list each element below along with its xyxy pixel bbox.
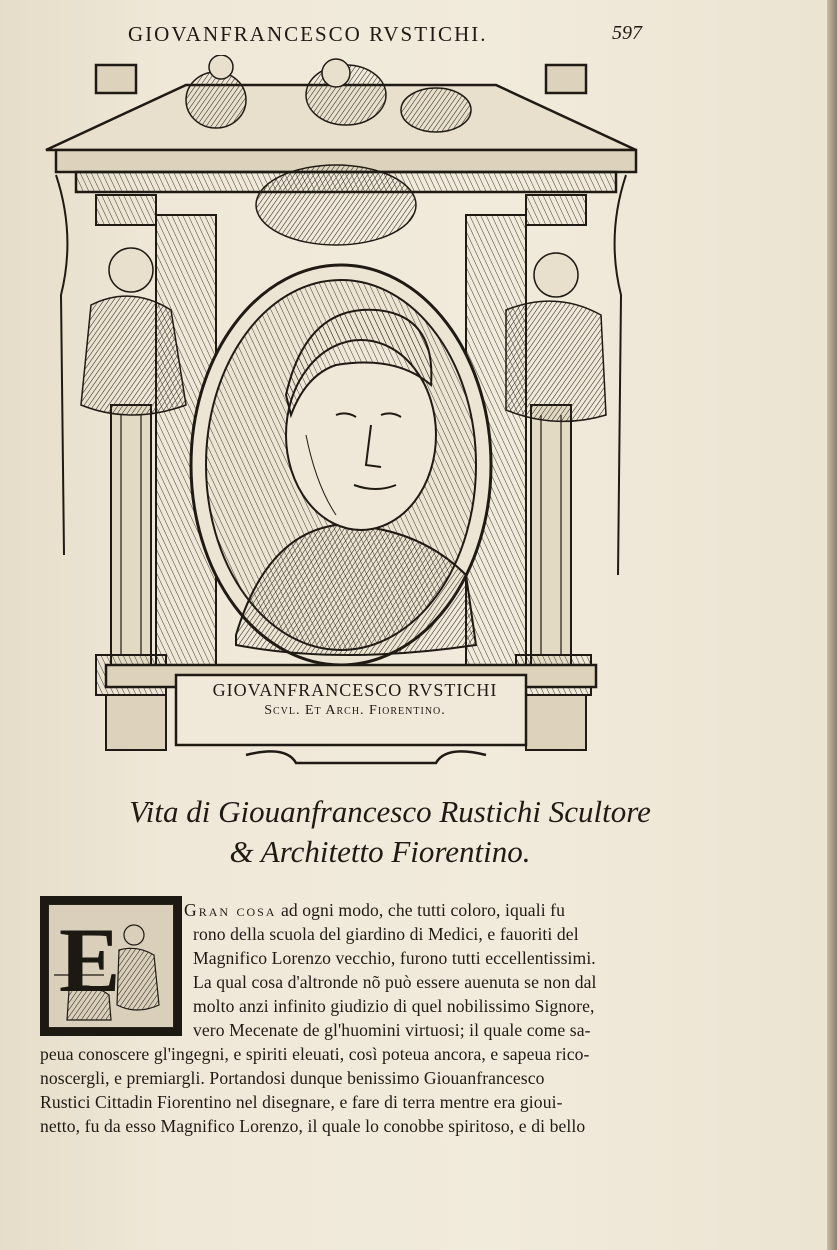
chapter-title-line-1: Vita di Giouanfrancesco Rustichi Scultore — [129, 794, 651, 829]
opening-words: Gran cosa — [184, 900, 277, 920]
page-edge — [827, 0, 837, 1250]
body-line-2: rono della scuola del giardino di Medici, e fauoriti del — [193, 924, 579, 944]
running-head: GIOVANFRANCESCO RVSTICHI. — [128, 22, 488, 46]
page-number: 597 — [612, 22, 642, 44]
body-line-8: noscergli, e premiargli. Portandosi dunque benissimo Giouanfrancesco — [40, 1068, 545, 1088]
body-line-3: Magnifico Lorenzo vecchio, furono tutti eccellentissimi. — [193, 948, 596, 968]
body-line-6: vero Mecenate de gl'huomini virtuosi; il quale come sa- — [193, 1020, 591, 1040]
portrait-caption — [180, 680, 530, 719]
decorated-initial — [40, 896, 182, 1036]
initial-vignette — [48, 904, 174, 1028]
body-line-1-text: ad ogni modo, che tutti coloro, iquali fu — [280, 900, 566, 920]
body-line-9: Rustici Cittadin Fiorentino nel disegnare, e fare di terra mentre era gioui- — [40, 1092, 563, 1112]
portrait-woodcut — [36, 55, 646, 775]
chapter-title-line-2: & Architetto Fiorentino. — [229, 834, 531, 869]
caption-subtitle: Scvl. Et Arch. Fiorentino. — [264, 703, 446, 718]
body-line-5: molto anzi infinito giudizio di quel nobilissimo Signore, — [193, 996, 595, 1016]
initial-letter: E — [59, 909, 121, 1011]
body-line-10: netto, fu da esso Magnifico Lorenzo, il quale lo conobbe spiritoso, e di bello — [40, 1116, 586, 1136]
body-line-1 — [184, 900, 565, 921]
body-line-4: La qual cosa d'altronde nõ può essere auenuta se non dal — [193, 972, 597, 992]
body-line-7: peua conoscere gl'ingegni, e spiriti eleuati, così poteua ancora, e sapeua rico- — [40, 1044, 590, 1064]
caption-name: GIOVANFRANCESCO RVSTICHI — [212, 680, 498, 700]
